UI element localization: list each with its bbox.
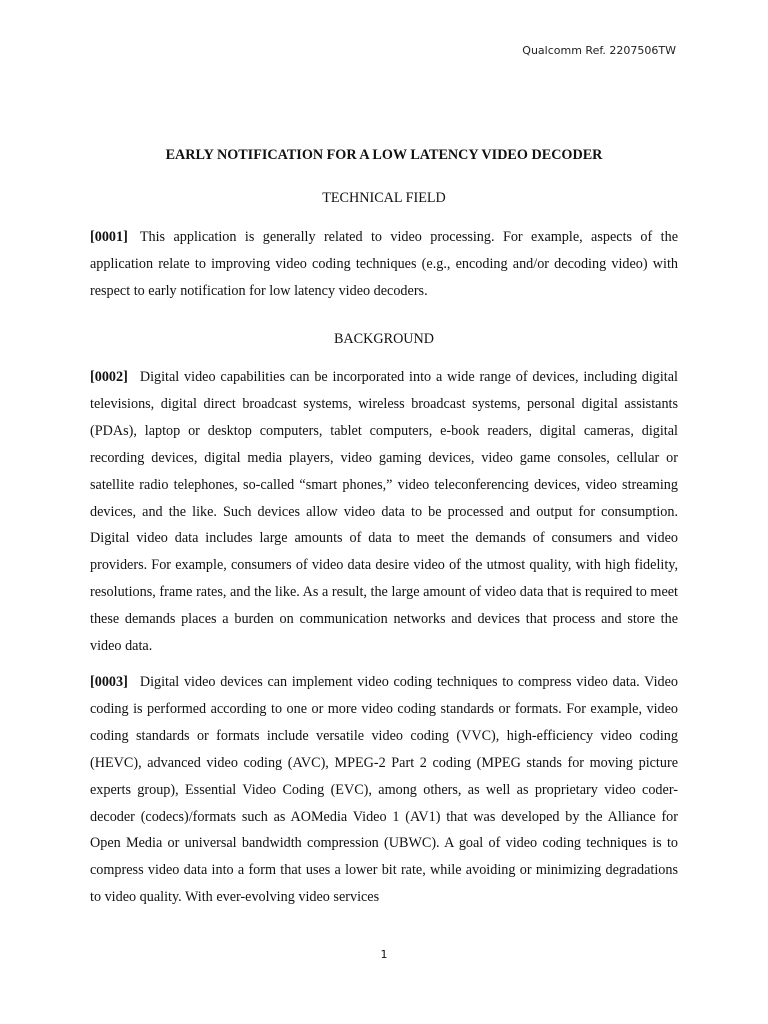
document-reference-number: Qualcomm Ref. 2207506TW: [522, 44, 676, 57]
paragraph-0003: [90, 669, 678, 911]
section-heading-technical-field: TECHNICAL FIELD: [322, 190, 446, 206]
paragraph-text: Digital video capabilities can be incorporated into a wide range of devices, including digital televisions, digital direct broadcast systems, wireless broadcast systems, personal digital assistants (PDAs), laptop or desktop computers, tablet computers, e-book readers, digital cameras, digital recording devices, digital media players, video gaming devices, video game consoles, cellular or satellite radio telephones, so-called “smart phones,” video teleconferencing devices, video streaming devices, and the like. Such devices allow video data to be processed and output for consumption. Digital video data includes large amounts of data to meet the demands of consumers and video providers. For example, consumers of video data desire video of the utmost quality, with high fidelity, resolutions, frame rates, and the like. As a result, the large amount of video data that is required to meet these demands places a burden on communication networks and devices that process and store the video data.: [90, 369, 678, 655]
document-title: EARLY NOTIFICATION FOR A LOW LATENCY VIDEO DECODER: [165, 147, 603, 163]
paragraph-text: Digital video devices can implement video coding techniques to compress video data. Video coding is performed according to one or more video coding standards or formats. For example, video coding standards or formats include versatile video coding (VVC), high-efficiency video coding (HEVC), advanced video coding (AVC), MPEG-2 Part 2 coding (MPEG stands for moving picture experts group), Essential Video Coding (EVC), among others, as well as proprietary video coder-decoder (codecs)/formats such as AOMedia Video 1 (AV1) that was developed by the Alliance for Open Media or universal bandwidth compression (UBWC). A goal of video coding techniques is to compress video data into a form that uses a lower bit rate, while avoiding or minimizing degradations to video quality. With ever-evolving video services: [90, 674, 678, 906]
paragraph-text: This application is generally related to video processing. For example, aspects of the application relate to improving video coding techniques (e.g., encoding and/or decoding video) with respect to early notification for low latency video decoders.: [90, 229, 678, 299]
page-number: 1: [380, 948, 388, 961]
paragraph-number: [0001]: [90, 229, 128, 245]
paragraph-0001: [90, 224, 678, 305]
section-heading-background: BACKGROUND: [333, 331, 435, 347]
paragraph-number: [0003]: [90, 674, 128, 690]
paragraph-0002: [90, 364, 678, 660]
paragraph-number: [0002]: [90, 369, 128, 385]
